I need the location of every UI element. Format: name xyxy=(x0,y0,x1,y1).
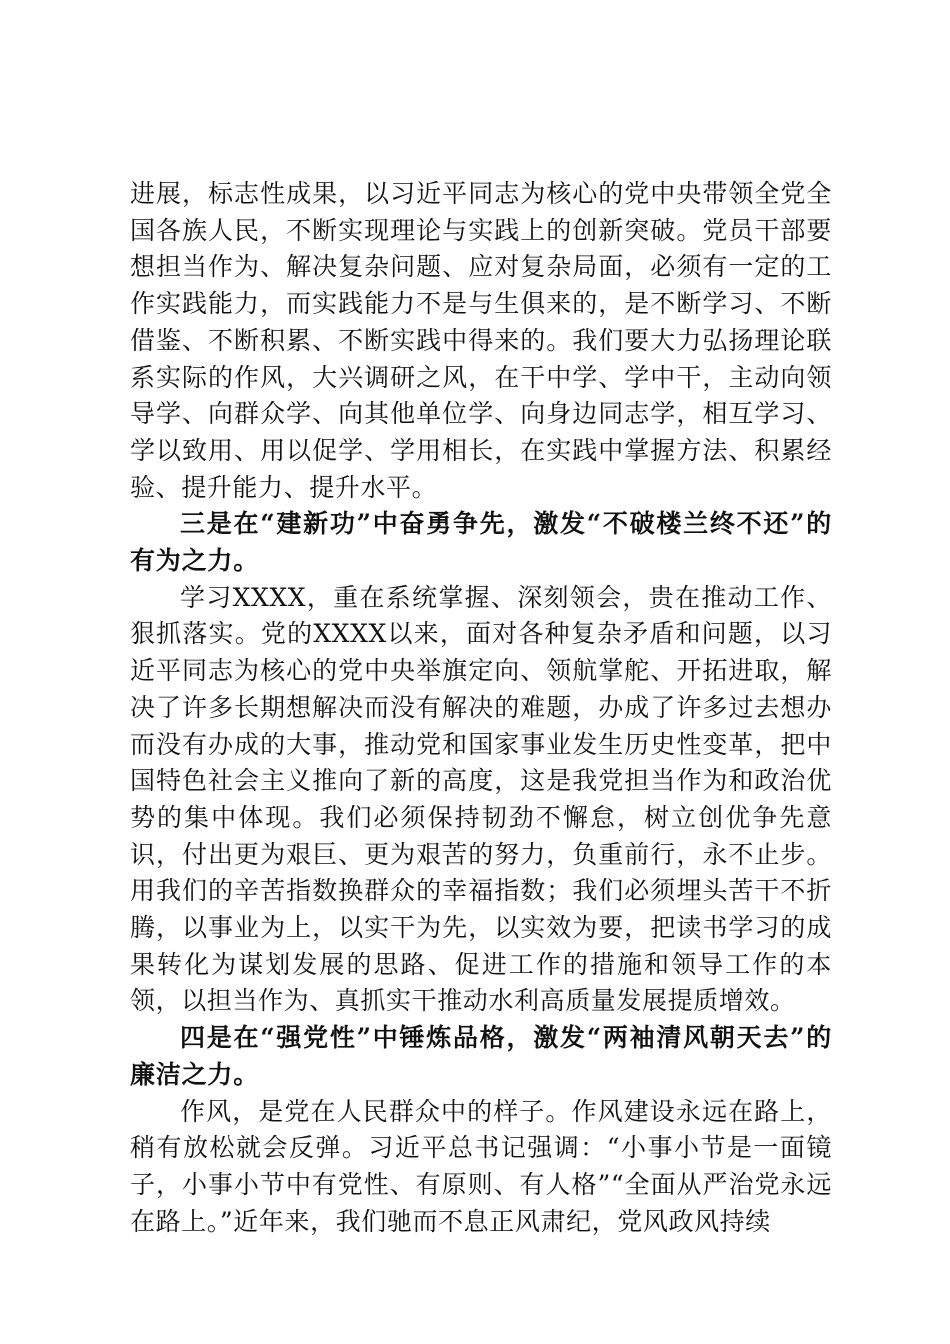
section-heading-4: 四是在“强党性”中锤炼品格，激发“两袖清风朝天去”的廉洁之力。 xyxy=(130,1023,832,1089)
paragraph-section-3: 学习XXXX，重在系统掌握、深刻领会，贵在推动工作、狠抓落实。党的XXXX以来，面对各种复杂矛盾和问题，以习近平同志为核心的党中央举旗定向、领航掌舵、开拓进取，解决了许多长期想解决而没有解决的难题，办成了许多过去想办而没有办成的大事，推动党和国家事业发生历史性变革，把中国特色社会主义推向了新的高度，这是我党担当作为和政治优势的集中体现。我们必须保持韧劲不懈怠，树立创优争先意识，付出更为艰巨、更为艰苦的努力，负重前行，永不止步。用我们的辛苦指数换群众的幸福指数；我们必须埋头苦干不折腾，以事业为上，以实干为先，以实效为要，把读书学习的成果转化为谋划发展的思路、促进工作的措施和领导工作的本领，以担当作为、真抓实干推动水利高质量发展提质增效。 xyxy=(130,582,832,1016)
paragraph-section-4: 作风，是党在人民群众中的样子。作风建设永远在路上，稍有放松就会反弹。习近平总书记强调：“小事小节是一面镜子，小事小节中有党性、有原则、有人格”“全面从严治党永远在路上。”近年来，我们驰而不息正风肃纪，党风政风持续 xyxy=(130,1096,832,1236)
document-body xyxy=(130,176,832,1240)
paragraph-continued: 进展，标志性成果，以习近平同志为核心的党中央带领全党全国各族人民，不断实现理论与实践上的创新突破。党员干部要想担当作为、解决复杂问题、应对复杂局面，必须有一定的工作实践能力，而实践能力不是与生俱来的，是不断学习、不断借鉴、不断积累、不断实践中得来的。我们要大力弘扬理论联系实际的作风，大兴调研之风，在干中学、学中干，主动向领导学、向群众学、向其他单位学、向身边同志学，相互学习、学以致用、用以促学、学用相长，在实践中掌握方法、积累经验、提升能力、提升水平。 xyxy=(130,179,832,502)
section-heading-3: 三是在“建新功”中奋勇争先，激发“不破楼兰终不还”的有为之力。 xyxy=(130,509,832,576)
